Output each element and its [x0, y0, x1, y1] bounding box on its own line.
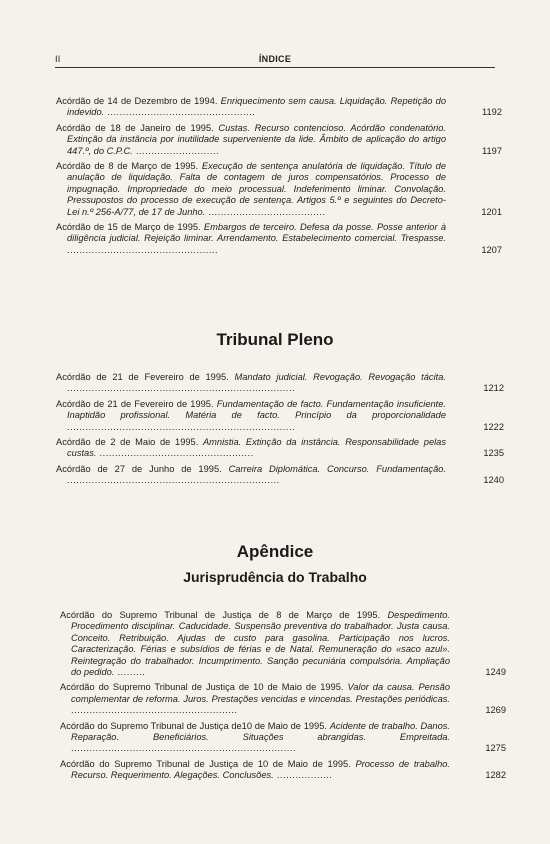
index-entry: [56, 161, 502, 218]
entry-subject: Embargos de terceiro. Defesa da posse. Posse anterior à diligência judicial. Rejeição liminar. Arrendamento. Estabelecimento comercial. Trespasse.: [67, 222, 446, 244]
page-header: [55, 52, 495, 68]
entry-lead: Acórdão do Supremo Tribunal de Justiça de 10 de Maio de 1995.: [60, 758, 351, 769]
page-title: ÍNDICE: [258, 54, 292, 64]
index-entry: [60, 682, 506, 716]
entry-subject: Execução de sentença anulatória de liquidação. Título de anulação de liquidação. Falta de contagem de juros compensatórios. Processo de impugnação. Impropriedade do meio processual. Indeferimento liminar. Convolação. Pressupostos do processo de execução de sentença. Artigos 5.º e seguintes do Decreto-Lei n.º 256-A/77, de 17 de Junho.: [67, 161, 446, 217]
entry-list: [56, 96, 502, 260]
entry-subject: Valor da causa. Pensão complementar de reforma. Juros. Prestações vencidas e vincendas. Prestações periódicas.: [71, 682, 451, 704]
index-entry: [56, 222, 502, 256]
entry-subject: Despedimento. Procedimento disciplinar. Caducidade. Suspensão preventiva do trabalhador. Justa causa. Conceito. Retribuição. Ajudas de custo para gasolina. Participação nos lucros. Caracterização. Férias e subsídios de férias e de Natal. Remuneração do «saco azul». Reintegração do trabalhador. Incumprimento. Sanção pecuniária compulsória. Ampliação do pedido.: [71, 610, 450, 678]
entry-page-number: 1240: [483, 475, 504, 486]
index-entry: [60, 759, 506, 782]
entry-leader-dots: ..........................................................................: [67, 383, 296, 394]
index-entry: [60, 610, 506, 678]
entry-lead: Acórdão de 21 de Fevereiro de 1995.: [56, 398, 214, 409]
entry-list: [56, 372, 504, 491]
entry-leader-dots: ..................: [273, 770, 333, 781]
entry-lead: Acórdão do Supremo Tribunal de Justiça de 10 de Maio de 1995.: [60, 682, 344, 693]
entry-page-number: 1282: [485, 770, 506, 781]
entry-page-number: 1207: [481, 244, 502, 255]
page-number: II: [55, 54, 61, 64]
entry-lead: Acórdão de 8 de Março de 1995.: [56, 161, 199, 172]
entry-leader-dots: ...........................: [132, 145, 220, 156]
entry-subject: Mandato judicial. Revogação. Revogação tácita.: [234, 372, 446, 382]
entry-leader-dots: .................................................: [67, 244, 219, 255]
index-entry: [56, 437, 504, 460]
entry-lead: Acórdão de 27 de Junho de 1995.: [56, 463, 222, 474]
entry-page-number: 1275: [485, 743, 506, 754]
entry-lead: Acórdão do Supremo Tribunal de Justiça de 8 de Março de 1995.: [60, 610, 381, 620]
entry-leader-dots: .........................................................................: [71, 743, 297, 754]
entry-page-number: 1197: [482, 145, 502, 156]
entry-page-number: 1192: [482, 107, 502, 118]
entry-subject: Amnistia. Extinção da instância. Responsabilidade pelas custas.: [67, 437, 447, 459]
entry-lead: Acórdão de 18 de Janeiro de 1995.: [56, 122, 214, 133]
index-entry: [56, 399, 504, 433]
index-entry: [56, 464, 504, 487]
entry-subject: Acidente de trabalho. Danos. Reparação. Beneficiários. Situações abrangidas. Empreitada.: [71, 720, 450, 743]
entry-lead: Acórdão de 21 de Fevereiro de 1995.: [56, 372, 229, 382]
entry-page-number: 1249: [485, 667, 506, 678]
section-subheading-jurisprudencia: Jurisprudência do Trabalho: [183, 569, 367, 585]
entry-page-number: 1212: [483, 383, 504, 394]
entry-subject: Enriquecimento sem causa. Liquidação. Repetição do indevido.: [67, 96, 446, 118]
entry-page-number: 1235: [483, 448, 504, 459]
entry-lead: Acórdão do Supremo Tribunal de Justiça de10 de Maio de 1995.: [60, 720, 327, 731]
entry-lead: Acórdão de 15 de Março de 1995.: [56, 222, 201, 233]
entry-leader-dots: ................................................: [104, 107, 256, 118]
entry-lead: Acórdão de 14 de Dezembro de 1994.: [56, 96, 218, 106]
header-rule: [55, 67, 495, 68]
entry-page-number: 1222: [483, 421, 504, 432]
entry-subject: Carreira Diplomática. Concurso. Fundamentação.: [228, 463, 446, 474]
entry-list: [60, 610, 506, 786]
entry-leader-dots: .....................................................................: [67, 475, 280, 486]
entry-leader-dots: ......................................................: [71, 705, 238, 716]
entry-page-number: 1201: [481, 206, 502, 217]
entry-leader-dots: ..........................................................................: [67, 421, 296, 432]
entry-subject: Processo de trabalho. Recurso. Requerimento. Alegações. Conclusões.: [71, 758, 450, 781]
index-entry: [56, 96, 502, 119]
entry-lead: Acórdão de 2 de Maio de 1995.: [56, 437, 199, 448]
entry-page-number: 1269: [485, 705, 506, 716]
section-heading-tribunal-pleno: Tribunal Pleno: [216, 330, 334, 349]
entry-leader-dots: ......................................: [205, 206, 326, 217]
entry-subject: Fundamentação de facto. Fundamentação insuficiente. Inaptidão profissional. Matéria de facto. Princípio da proporcionalidade: [67, 398, 446, 421]
entry-leader-dots: .........: [114, 667, 146, 678]
entry-subject: Custas. Recurso contencioso. Acórdão condenatório. Extinção da instância por inutilidade superveniente da lide. Âmbito de aplicação do artigo 447.º, do C.P.C.: [67, 122, 446, 156]
section-heading-apendice: Apêndice: [236, 542, 314, 561]
index-entry: [60, 721, 506, 755]
entry-leader-dots: ..................................................: [96, 448, 254, 459]
index-entry: [56, 123, 502, 157]
index-entry: [56, 372, 504, 395]
